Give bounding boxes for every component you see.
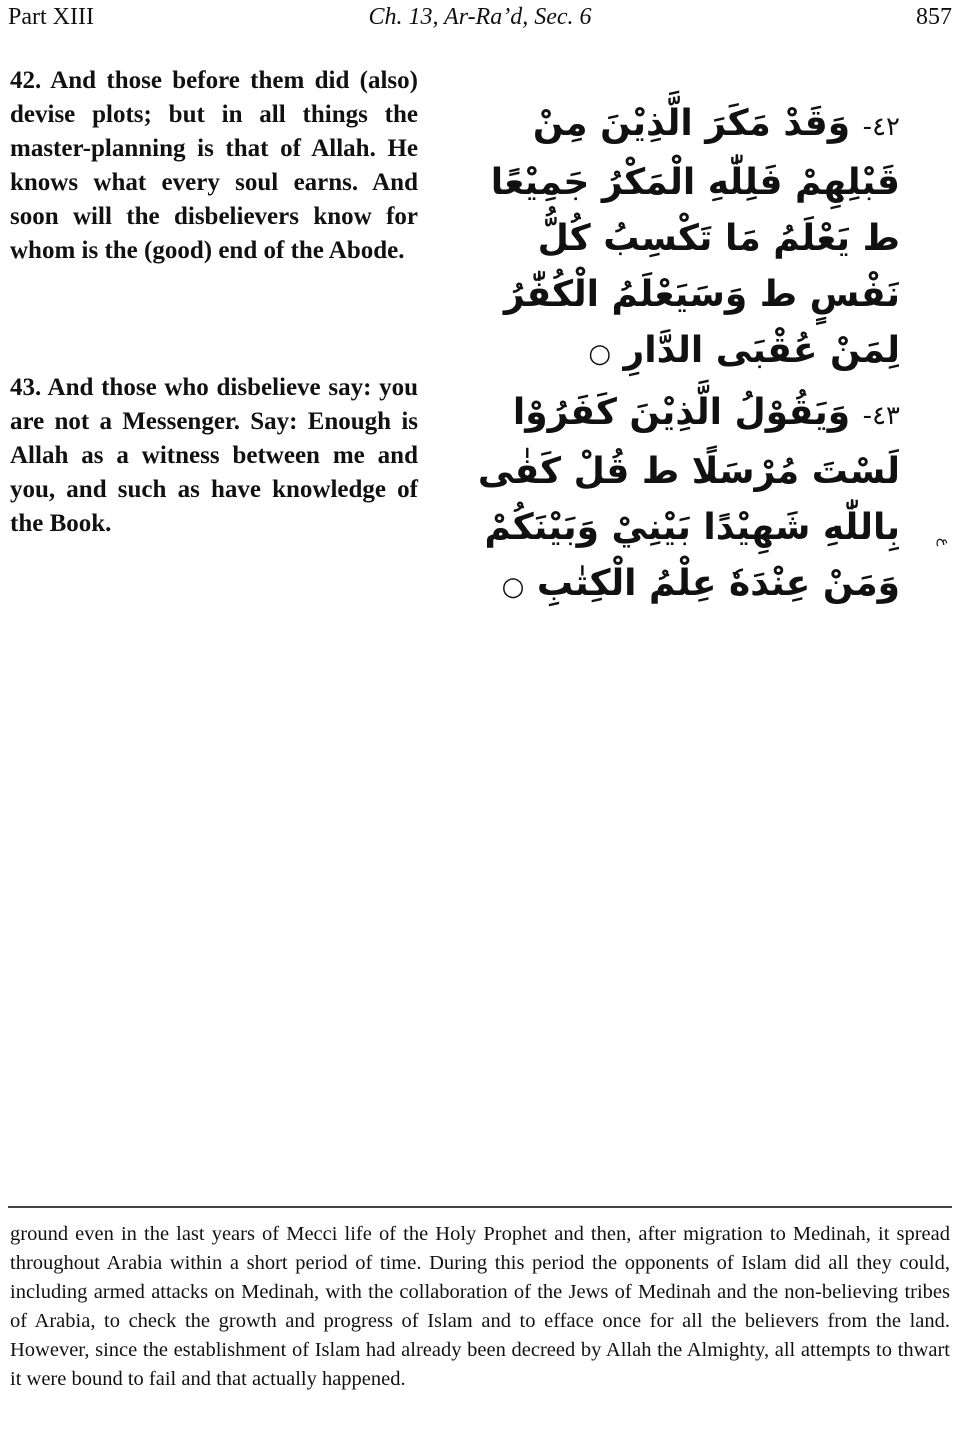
verse-43-arabic-text: وَيَقُوْلُ الَّذِيْنَ كَفَرُوْا لَسْتَ مُرْسَلًا ط قُلْ كَفٰى بِاللّٰهِ شَهِيْدًا بَيْنِيْ وَبَيْنَكُمْ وَمَنْ عِنْدَهٗ عِلْمُ الْكِتٰبِ: [477, 392, 900, 604]
verse-42-arabic: [470, 96, 900, 382]
verse-43-arabic: [470, 385, 900, 615]
page-number: 857: [916, 4, 952, 30]
verse-end-marker: ○: [588, 339, 611, 369]
ruku-margin-mark: ع: [936, 537, 952, 547]
verse-42-arabic-number: ٤٢-: [862, 112, 900, 142]
part-label: Part XIII: [8, 4, 94, 30]
chapter-label: Ch. 13, Ar-Ra’d, Sec. 6: [368, 4, 592, 30]
running-header: [8, 4, 952, 34]
verse-42-arabic-text: وَقَدْ مَكَرَ الَّذِيْنَ مِنْ قَبْلِهِمْ فَلِلّٰهِ الْمَكْرُ جَمِيْعًا ط يَعْلَمُ مَا تَكْسِبُ كُلُّ نَفْسٍ ط وَسَيَعْلَمُ الْكُفّٰرُ لِمَنْ عُقْبَى الدَّارِ: [490, 103, 900, 371]
footnote-divider: [8, 1206, 952, 1208]
footnote-text: ground even in the last years of Mecci life of the Holy Prophet and then, after migration to Medinah, it spread throughout Arabia within a short period of time. During this period the opponents of Islam did all they could, including armed attacks on Medinah, with the collaboration of the Jews of Medinah and the non-believing tribes of Arabia, to check the growth and progress of Islam and to efface once for all the believers from the land. However, since the establishment of Islam had already been decreed by Allah the Almighty, all attempts to thwart it were bound to fail and that actually happened.: [10, 1223, 950, 1390]
verse-43-translation: 43. And those who disbelieve say: you are not a Messenger. Say: Enough is Allah as a witness between me and you, and such as have knowledge of the Book.: [10, 374, 418, 537]
verse-43-arabic-number: ٤٣-: [862, 401, 900, 431]
verse-42-translation: 42. And those before them did (also) devise plots; but in all things the master-planning is that of Allah. He knows what every soul earns. And soon will the disbelievers know for whom is the (good) end of the Abode.: [10, 67, 418, 264]
verse-end-marker: ○: [501, 572, 525, 602]
